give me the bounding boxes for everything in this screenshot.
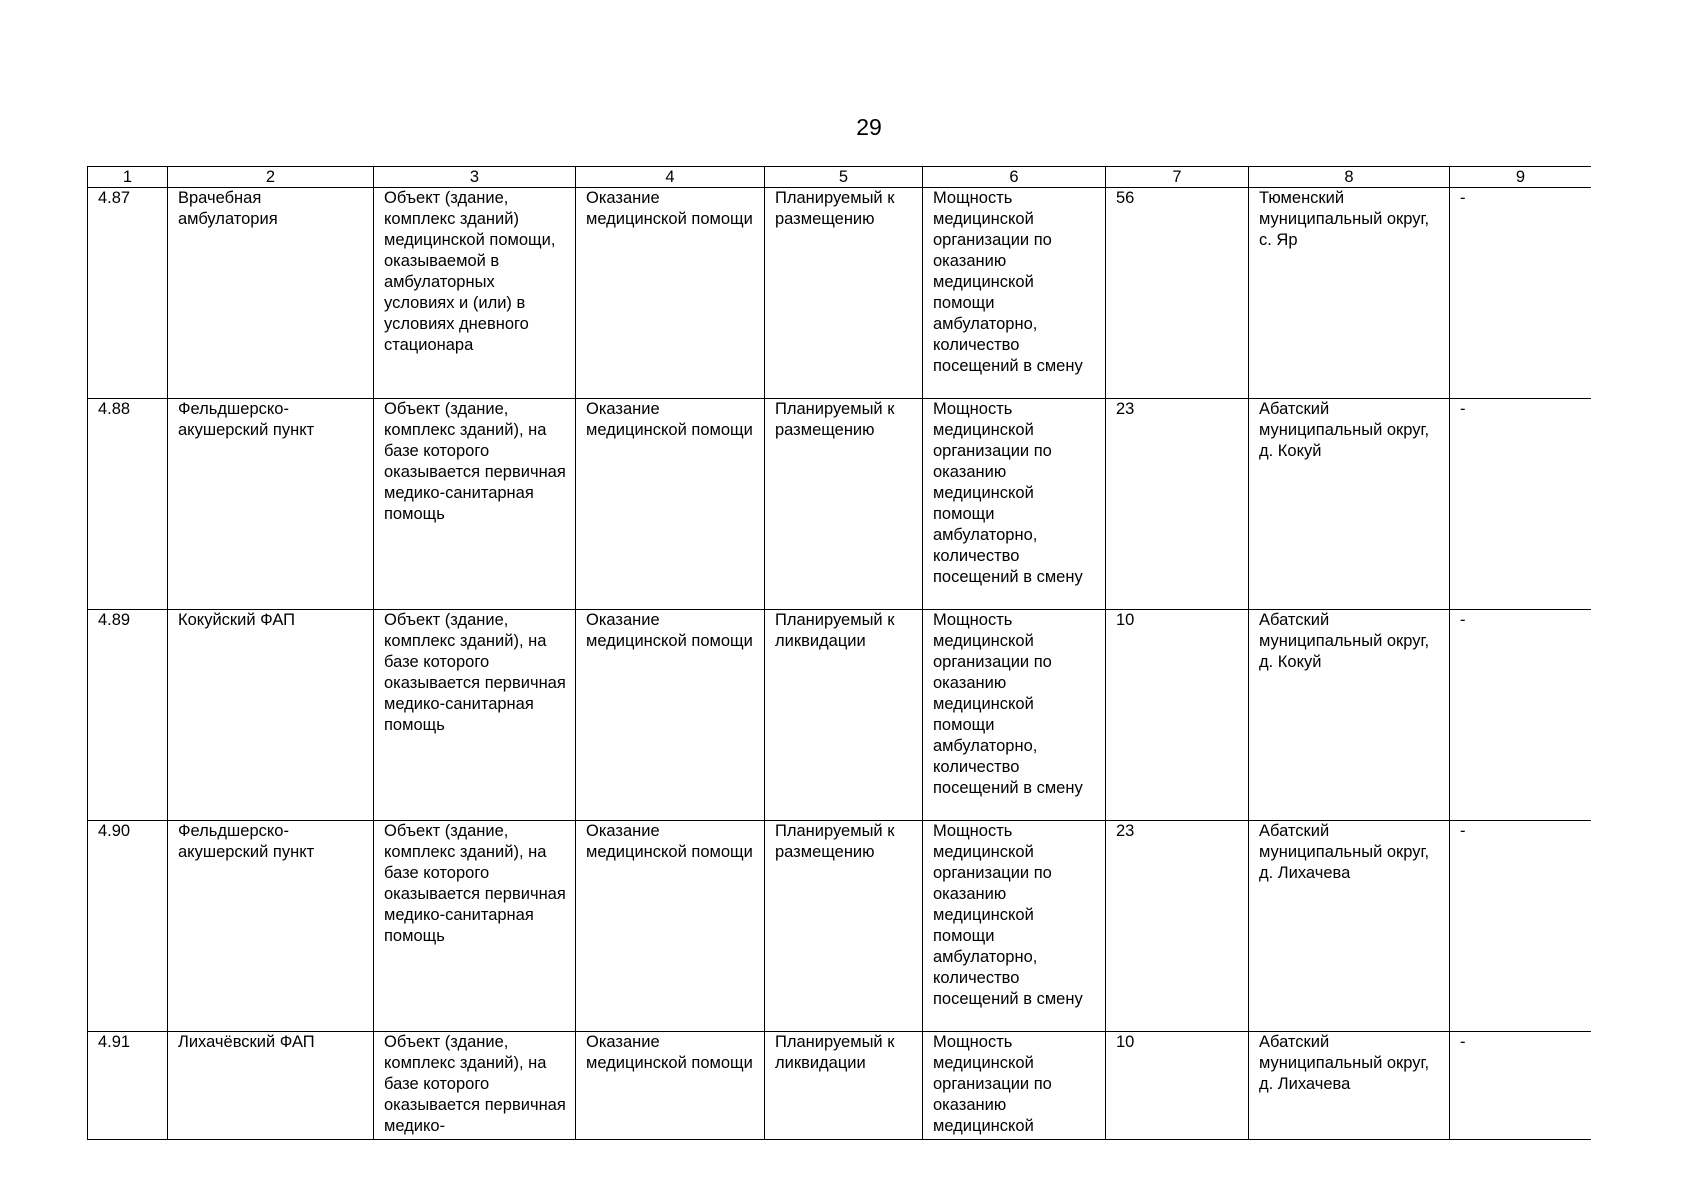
object-type-cell: Объект (здание, комплекс зданий) медицинской помощи, оказываемой в амбулаторных условиях и (или) в условиях дневного стационара [374,188,576,399]
document-table-container [87,166,1591,1140]
table-header-row [88,167,1592,188]
column-number-5: 5 [765,167,923,188]
column-number-7: 7 [1106,167,1249,188]
page-number: 29 [856,114,882,140]
purpose-cell: Оказание медицинской помощи [576,1032,765,1141]
value-cell: 10 [1106,1032,1249,1141]
zone-cell: - [1450,188,1592,399]
object-type-cell: Объект (здание, комплекс зданий), на базе которого оказывается первичная медико-санитарная помощь [374,610,576,821]
status-cell: Планируемый к размещению [765,821,923,1032]
object-type-cell: Объект (здание, комплекс зданий), на базе которого оказывается первичная медико-санитарная помощь [374,821,576,1032]
location-cell: Абатский муниципальный округ, д. Кокуй [1249,399,1450,610]
row-number-cell: 4.88 [88,399,168,610]
object-name-cell: Лихачёвский ФАП [168,1032,374,1141]
location-cell: Абатский муниципальный округ, д. Лихачева [1249,821,1450,1032]
characteristic-cell: Мощность медицинской организации по оказанию медицинской помощи амбулаторно, количество посещений в смену [923,188,1106,399]
location-cell: Абатский муниципальный округ, д. Кокуй [1249,610,1450,821]
column-number-3: 3 [374,167,576,188]
column-number-8: 8 [1249,167,1450,188]
value-cell: 10 [1106,610,1249,821]
characteristic-cell: Мощность медицинской организации по оказанию медицинской помощи амбулаторно, количество посещений в смену [923,610,1106,821]
row-number-cell: 4.89 [88,610,168,821]
row-number-cell: 4.91 [88,1032,168,1141]
object-type-cell: Объект (здание, комплекс зданий), на базе которого оказывается первичная медико- [374,1032,576,1141]
column-number-2: 2 [168,167,374,188]
table-row [88,821,1592,1032]
object-name-cell: Фельдшерско-акушерский пункт [168,399,374,610]
status-cell: Планируемый к размещению [765,399,923,610]
column-number-1: 1 [88,167,168,188]
purpose-cell: Оказание медицинской помощи [576,188,765,399]
object-name-cell: Кокуйский ФАП [168,610,374,821]
status-cell: Планируемый к ликвидации [765,1032,923,1141]
column-number-4: 4 [576,167,765,188]
location-cell: Тюменский муниципальный округ, с. Яр [1249,188,1450,399]
location-cell: Абатский муниципальный округ, д. Лихачева [1249,1032,1450,1141]
column-number-9: 9 [1450,167,1592,188]
purpose-cell: Оказание медицинской помощи [576,821,765,1032]
table-row [88,1032,1592,1141]
object-name-cell: Врачебная амбулатория [168,188,374,399]
status-cell: Планируемый к размещению [765,188,923,399]
document-table [87,166,1591,1140]
table-row [88,399,1592,610]
zone-cell: - [1450,821,1592,1032]
object-type-cell: Объект (здание, комплекс зданий), на базе которого оказывается первичная медико-санитарная помощь [374,399,576,610]
object-name-cell: Фельдшерско-акушерский пункт [168,821,374,1032]
zone-cell: - [1450,1032,1592,1141]
characteristic-cell: Мощность медицинской организации по оказанию медицинской помощи амбулаторно, количество посещений в смену [923,399,1106,610]
value-cell: 56 [1106,188,1249,399]
characteristic-cell: Мощность медицинской организации по оказанию медицинской [923,1032,1106,1141]
table-row [88,610,1592,821]
zone-cell: - [1450,399,1592,610]
row-number-cell: 4.90 [88,821,168,1032]
status-cell: Планируемый к ликвидации [765,610,923,821]
purpose-cell: Оказание медицинской помощи [576,610,765,821]
value-cell: 23 [1106,399,1249,610]
characteristic-cell: Мощность медицинской организации по оказанию медицинской помощи амбулаторно, количество посещений в смену [923,821,1106,1032]
value-cell: 23 [1106,821,1249,1032]
zone-cell: - [1450,610,1592,821]
column-number-6: 6 [923,167,1106,188]
table-row [88,188,1592,399]
row-number-cell: 4.87 [88,188,168,399]
purpose-cell: Оказание медицинской помощи [576,399,765,610]
